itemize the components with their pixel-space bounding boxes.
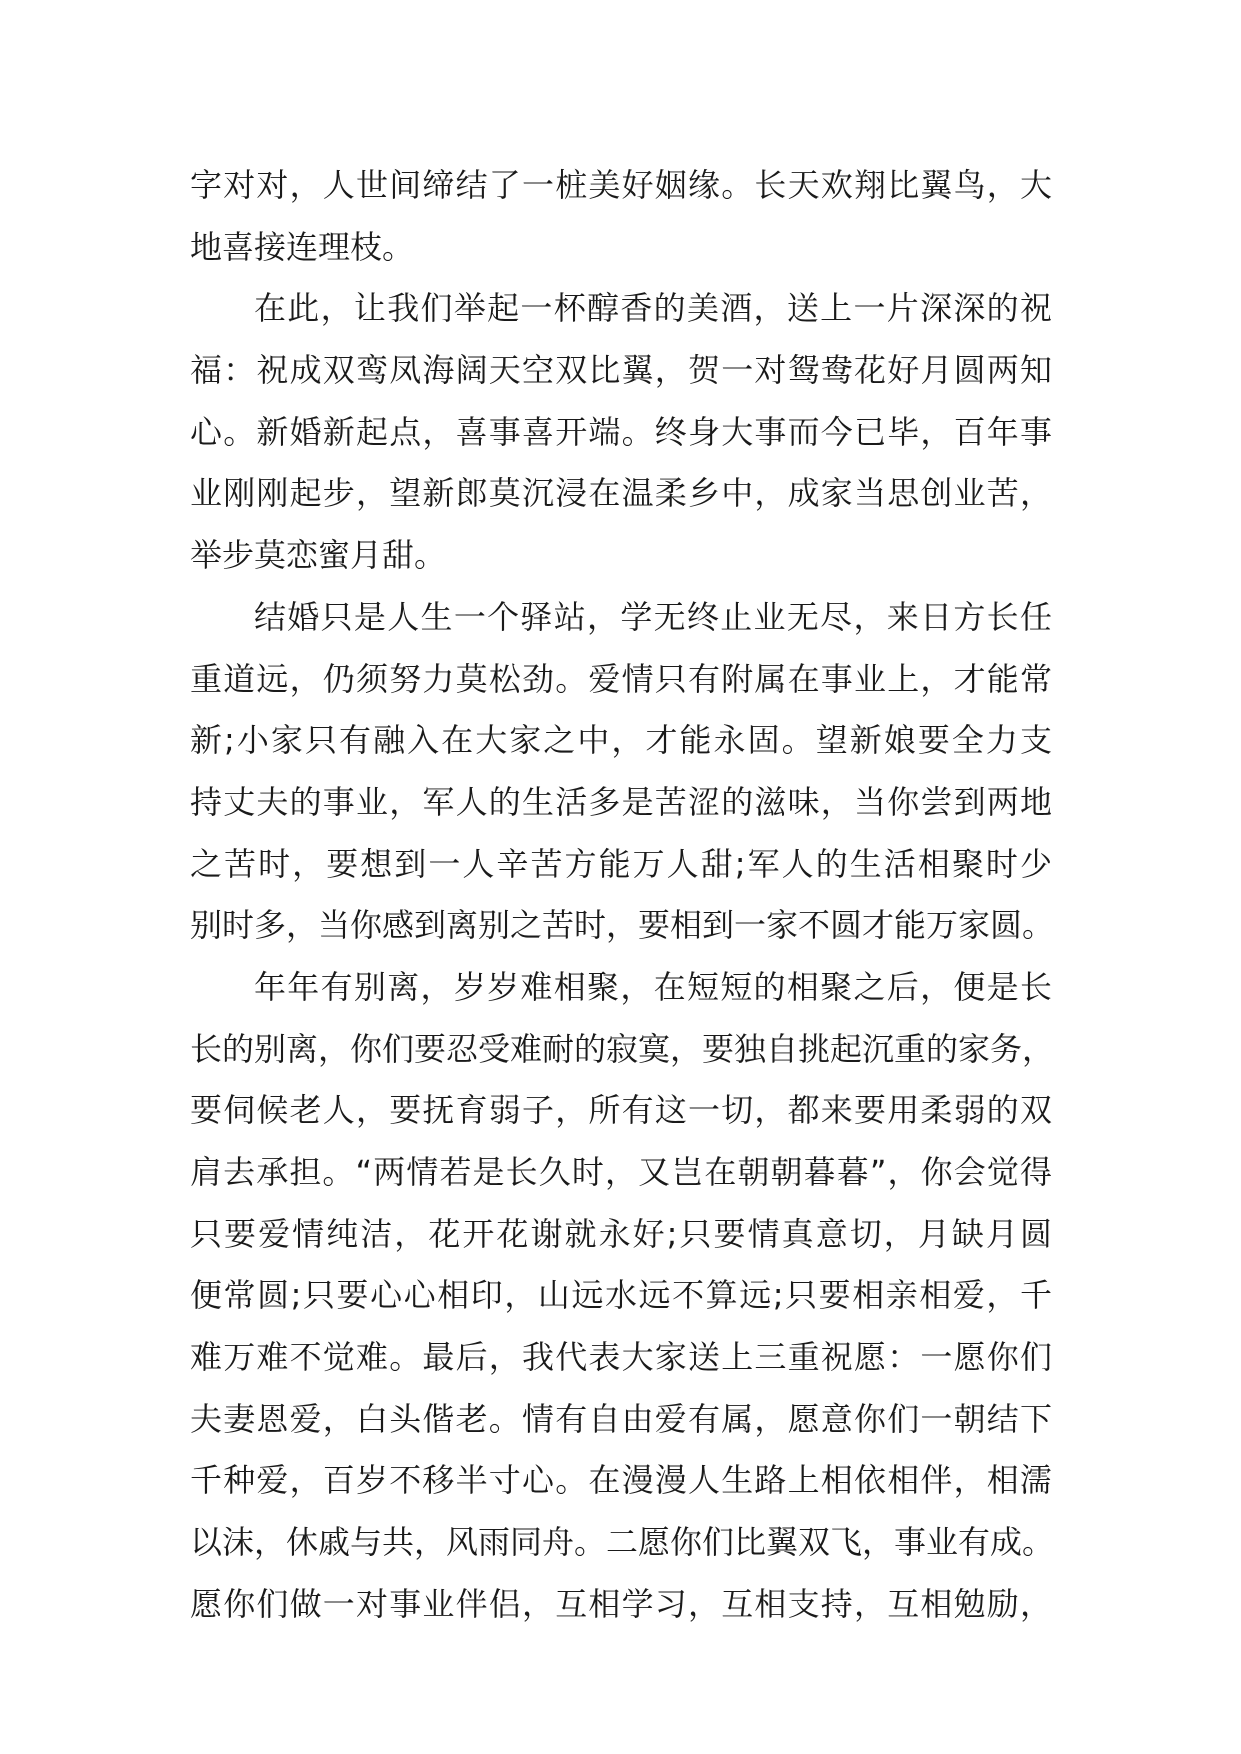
text-line: 以沫，休戚与共，风雨同舟。二愿你们比翼双飞，事业有成。 — [190, 1523, 1055, 1562]
text-line: 年年有别离，岁岁难相聚，在短短的相聚之后，便是长 — [254, 967, 1052, 1006]
text-line: 持丈夫的事业，军人的生活多是苦涩的滋味，当你尝到两地 — [190, 782, 1052, 821]
text-line: 别时多，当你感到离别之苦时，要相到一家不圆才能万家圆。 — [190, 906, 1055, 945]
text-line: 举步莫恋蜜月甜。 — [190, 536, 447, 575]
text-line: 字对对，人世间缔结了一桩美好姻缘。长天欢翔比翼鸟，大 — [190, 166, 1052, 204]
text-line: 要伺候老人，要抚育弱子，所有这一切，都来要用柔弱的双 — [190, 1091, 1052, 1130]
text-line: 业刚刚起步，望新郎莫沉浸在温柔乡中，成家当思创业苦， — [190, 474, 1052, 513]
text-line: 重道远，仍须努力莫松劲。爱情只有附属在事业上，才能常 — [190, 659, 1052, 698]
text-line: 长的别离，你们要忍受难耐的寂寞，要独自挑起沉重的家务， — [190, 1029, 1055, 1068]
text-line: 地喜接连理枝。 — [190, 227, 415, 266]
text-line: 愿你们做一对事业伴侣，互相学习，互相支持，互相勉励， — [190, 1584, 1052, 1623]
text-line: 便常圆;只要心心相印，山远水远不算远;只要相亲相爱，千 — [190, 1276, 1052, 1315]
text-line: 千种爱，百岁不移半寸心。在漫漫人生路上相依相伴，相濡 — [190, 1461, 1052, 1500]
text-line: 之苦时，要想到一人辛苦方能万人甜;军人的生活相聚时少 — [190, 844, 1052, 883]
text-line: 心。新婚新起点，喜事喜开端。终身大事而今已毕，百年事 — [190, 412, 1052, 451]
text-line: 福：祝成双鸾凤海阔天空双比翼，贺一对鸳鸯花好月圆两知 — [190, 351, 1052, 390]
text-line: 结婚只是人生一个驿站，学无终止业无尽，来日方长任 — [254, 597, 1052, 636]
text-line: 夫妻恩爱，白头偕老。情有自由爱有属，愿意你们一朝结下 — [190, 1399, 1052, 1438]
text-line: 新;小家只有融入在大家之中，才能永固。望新娘要全力支 — [190, 721, 1052, 760]
text-line: 在此，让我们举起一杯醇香的美酒，送上一片深深的祝 — [254, 289, 1052, 328]
document-body — [190, 155, 1055, 1636]
text-line: 肩去承担。“两情若是长久时，又岂在朝朝暮暮”，你会觉得 — [190, 1153, 1052, 1191]
text-line: 难万难不觉难。最后，我代表大家送上三重祝愿：一愿你们 — [190, 1338, 1052, 1377]
text-line: 只要爱情纯洁，花开花谢就永好;只要情真意切，月缺月圆 — [190, 1214, 1052, 1253]
